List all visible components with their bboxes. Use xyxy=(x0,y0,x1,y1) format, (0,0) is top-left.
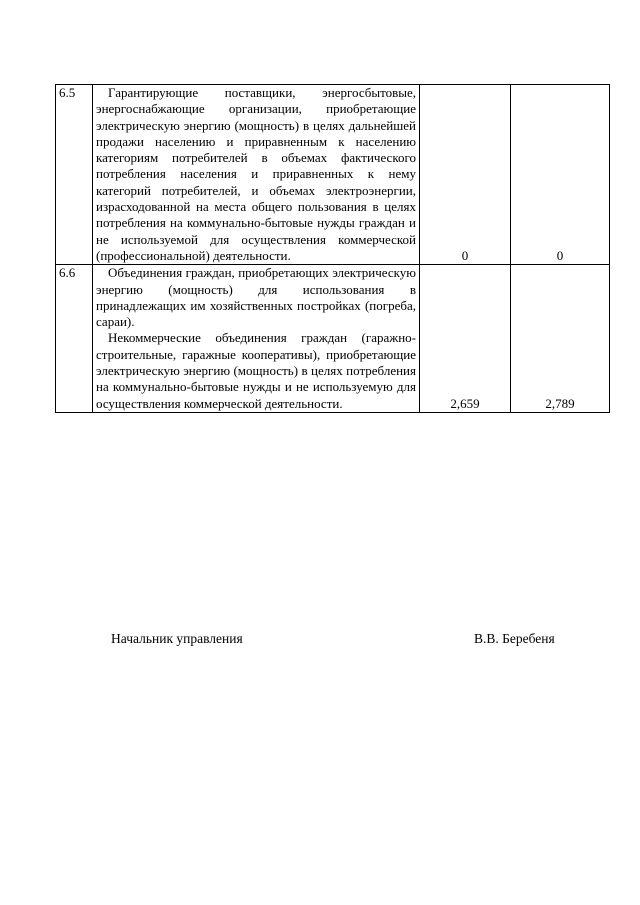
row-value-1: 2,659 xyxy=(420,265,511,413)
row-value-2: 2,789 xyxy=(511,265,610,413)
row-description xyxy=(93,85,420,265)
row-value-1: 0 xyxy=(420,85,511,265)
tariff-table xyxy=(55,84,610,413)
signatory-position: Начальник управления xyxy=(111,631,243,646)
description-paragraph: Гарантирующие поставщики, энергосбытовые, энергоснабжающие организации, приобретающие электрическую энергию (мощность) в целях дальнейшей продажи населению и приравненным к населению категориям потребителей в объемах фактического потребления населения и приравненных к нему категорий потребителей, и объемах электроэнергии, израсходованной на места общего пользования в целях потребления на коммунально-бытовые нужды граждан и не используемой для осуществления коммерческой (профессиональной) деятельности. xyxy=(96,85,416,263)
table-row xyxy=(56,85,610,265)
row-description xyxy=(93,265,420,413)
table-row xyxy=(56,265,610,413)
row-value-2: 0 xyxy=(511,85,610,265)
description-paragraph: Объединения граждан, приобретающих электрическую энергию (мощность) для использования в принадлежащих им хозяйственных постройках (погреба, сараи). xyxy=(96,265,416,330)
row-number: 6.6 xyxy=(56,265,93,413)
signatory-name: В.В. Беребеня xyxy=(474,631,555,646)
row-number: 6.5 xyxy=(56,85,93,265)
description-paragraph: Некоммерческие объединения граждан (гаражно-строительные, гаражные кооперативы), приобретающие электрическую энергию (мощность) в целях потребления на коммунально-бытовые нужды и не используемую для осуществления коммерческой деятельности. xyxy=(96,330,416,411)
